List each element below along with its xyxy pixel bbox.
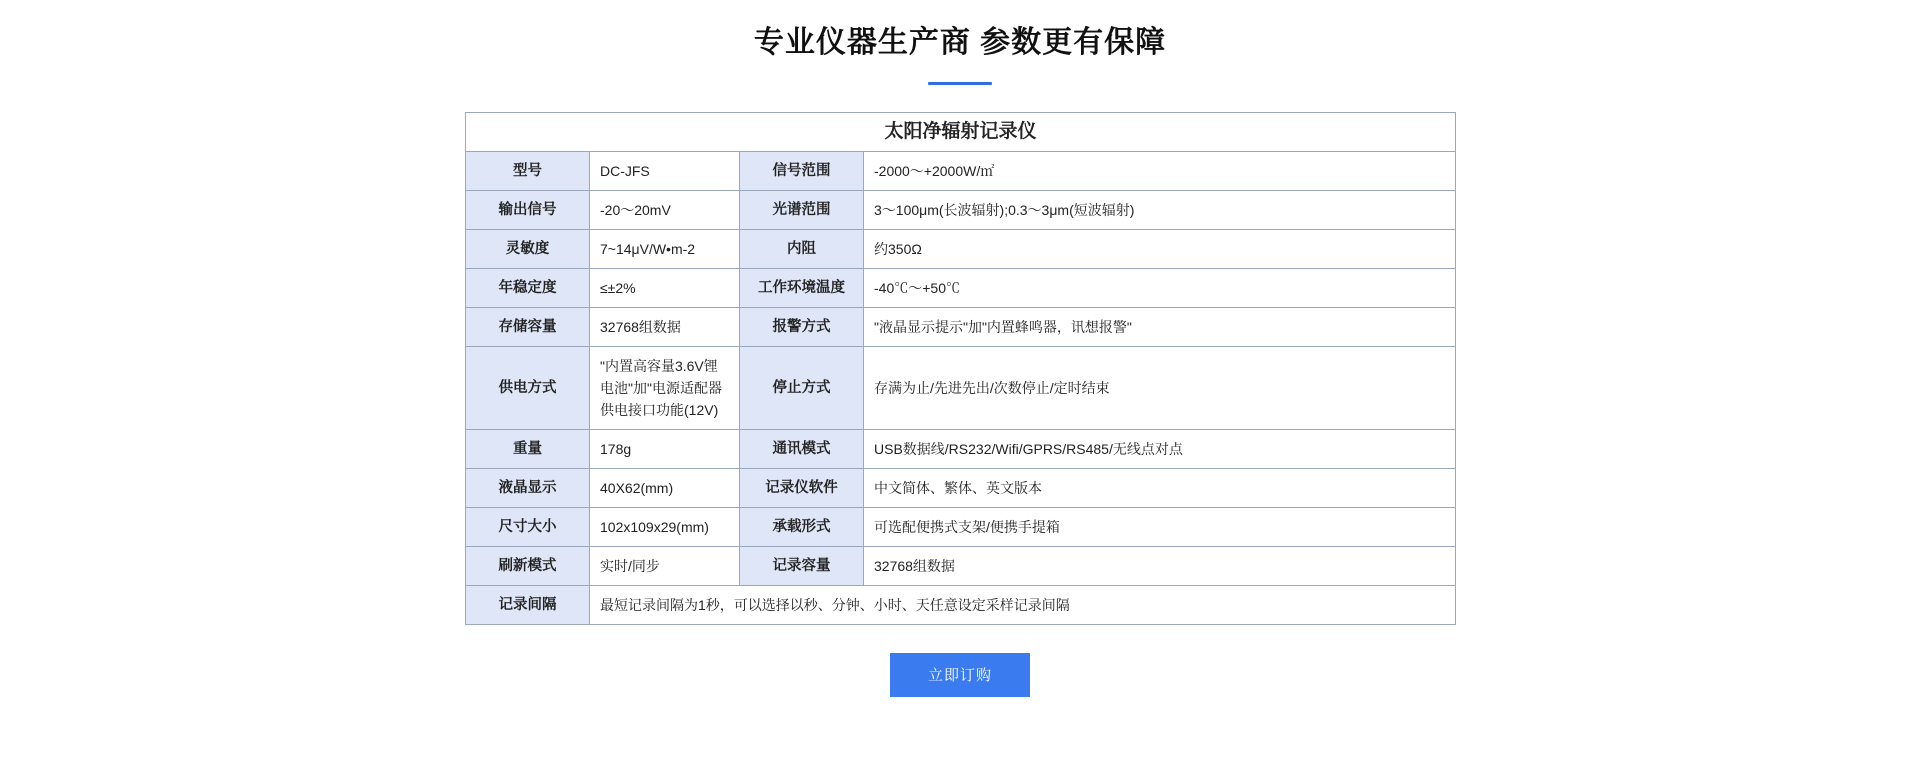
table-row — [466, 191, 1456, 230]
title-underline — [928, 82, 992, 85]
row-label-spectral-range: 光谱范围 — [740, 191, 864, 230]
row-value-output-signal: -20～20mV — [590, 191, 740, 230]
row-value-refresh-mode: 实时/同步 — [590, 547, 740, 586]
table-row — [466, 347, 1456, 430]
row-value-dimensions: 102x109x29(mm) — [590, 508, 740, 547]
row-value-record-capacity: 32768组数据 — [864, 547, 1456, 586]
row-label-weight: 重量 — [466, 430, 590, 469]
row-label-working-temperature: 工作环境温度 — [740, 269, 864, 308]
row-value-internal-resistance: 约350Ω — [864, 230, 1456, 269]
row-value-power-supply: "内置高容量3.6V锂电池"加"电源适配器供电接口功能(12V) — [590, 347, 740, 430]
row-value-alarm-mode: "液晶显示提示"加"内置蜂鸣器，讯想报警" — [864, 308, 1456, 347]
spec-table-body — [466, 113, 1456, 625]
table-row — [466, 152, 1456, 191]
row-label-stop-mode: 停止方式 — [740, 347, 864, 430]
row-value-stop-mode: 存满为止/先进先出/次数停止/定时结束 — [864, 347, 1456, 430]
table-title-row — [466, 113, 1456, 152]
row-label-signal-range: 信号范围 — [740, 152, 864, 191]
table-row — [466, 586, 1456, 625]
row-label-record-interval: 记录间隔 — [466, 586, 590, 625]
row-label-power-supply: 供电方式 — [466, 347, 590, 430]
row-label-carrying-form: 承载形式 — [740, 508, 864, 547]
row-value-lcd-display: 40X62(mm) — [590, 469, 740, 508]
product-name: 太阳净辐射记录仪 — [466, 113, 1456, 152]
row-value-software: 中文简体、繁体、英文版本 — [864, 469, 1456, 508]
row-label-lcd-display: 液晶显示 — [466, 469, 590, 508]
row-label-record-capacity: 记录容量 — [740, 547, 864, 586]
row-label-refresh-mode: 刷新模式 — [466, 547, 590, 586]
row-label-alarm-mode: 报警方式 — [740, 308, 864, 347]
spec-table — [465, 112, 1456, 625]
table-row — [466, 547, 1456, 586]
row-value-model: DC-JFS — [590, 152, 740, 191]
table-row — [466, 269, 1456, 308]
order-now-button[interactable]: 立即订购 — [890, 653, 1030, 697]
row-label-internal-resistance: 内阻 — [740, 230, 864, 269]
row-label-dimensions: 尺寸大小 — [466, 508, 590, 547]
spec-table-wrapper — [465, 112, 1455, 625]
row-label-model: 型号 — [466, 152, 590, 191]
row-label-communication-mode: 通讯模式 — [740, 430, 864, 469]
table-row — [466, 469, 1456, 508]
row-value-signal-range: -2000～+2000W/㎡ — [864, 152, 1456, 191]
table-row — [466, 230, 1456, 269]
row-value-spectral-range: 3～100μm(长波辐射);0.3～3μm(短波辐射) — [864, 191, 1456, 230]
headline-section — [0, 0, 1920, 85]
row-label-output-signal: 输出信号 — [466, 191, 590, 230]
cta-section — [0, 653, 1920, 697]
page-title: 专业仪器生产商 参数更有保障 — [753, 26, 1167, 59]
table-row — [466, 508, 1456, 547]
row-value-communication-mode: USB数据线/RS232/Wifi/GPRS/RS485/无线点对点 — [864, 430, 1456, 469]
row-label-annual-stability: 年稳定度 — [466, 269, 590, 308]
row-value-weight: 178g — [590, 430, 740, 469]
row-value-working-temperature: -40℃～+50℃ — [864, 269, 1456, 308]
table-row — [466, 430, 1456, 469]
row-label-storage-capacity: 存储容量 — [466, 308, 590, 347]
row-value-sensitivity: 7~14μV/W•m-2 — [590, 230, 740, 269]
table-row — [466, 308, 1456, 347]
row-label-software: 记录仪软件 — [740, 469, 864, 508]
row-label-sensitivity: 灵敏度 — [466, 230, 590, 269]
row-value-annual-stability: ≤±2% — [590, 269, 740, 308]
row-value-carrying-form: 可选配便携式支架/便携手提箱 — [864, 508, 1456, 547]
row-value-record-interval: 最短记录间隔为1秒，可以选择以秒、分钟、小时、天任意设定采样记录间隔 — [590, 586, 1456, 625]
row-value-storage-capacity: 32768组数据 — [590, 308, 740, 347]
